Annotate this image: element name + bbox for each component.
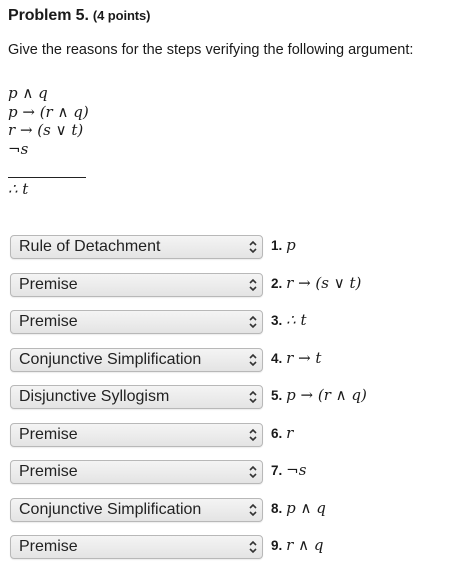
argument-divider <box>8 177 86 178</box>
reason-select-value: Premise <box>19 275 78 293</box>
reason-select-4[interactable] <box>10 348 263 372</box>
step-expression: p <box>286 236 296 254</box>
step-label-6 <box>271 424 293 442</box>
step-number: 4. <box>271 350 283 366</box>
reason-select-value: Rule of Detachment <box>19 238 161 255</box>
updown-chevron-icon <box>248 427 258 443</box>
reason-select-value: Premise <box>19 425 78 443</box>
step-number: 1. <box>271 238 283 253</box>
problem-number: Problem 5. <box>8 7 89 24</box>
step-number: 8. <box>271 500 283 516</box>
premise-1: p ∧ q <box>8 84 48 102</box>
step-label-8 <box>271 499 326 517</box>
step-number: 2. <box>271 275 283 291</box>
step-row-1 <box>8 235 468 261</box>
step-label-5 <box>271 386 367 404</box>
updown-chevron-icon <box>248 352 258 368</box>
updown-chevron-icon <box>248 239 258 255</box>
step-expression: r ∧ q <box>286 536 324 554</box>
step-row-2 <box>8 273 468 299</box>
step-label-7 <box>271 461 306 479</box>
premise-3: r → (s ∨ t) <box>8 121 84 139</box>
step-row-9 <box>8 535 468 561</box>
step-expression: ¬s <box>286 461 307 479</box>
premise-4: ¬s <box>8 139 29 158</box>
step-label-9 <box>271 536 323 554</box>
updown-chevron-icon <box>248 502 258 518</box>
reason-select-value: Premise <box>19 538 78 555</box>
updown-chevron-icon <box>248 464 258 480</box>
argument-premises <box>8 84 89 158</box>
reason-select-7[interactable] <box>10 460 263 484</box>
step-row-3 <box>8 310 468 336</box>
step-number: 7. <box>271 463 283 478</box>
step-row-5 <box>8 385 468 411</box>
step-number: 9. <box>271 538 283 553</box>
step-label-3 <box>271 311 307 329</box>
reason-select-9[interactable] <box>10 535 263 559</box>
step-expression: r → (s ∨ t) <box>286 273 362 292</box>
reason-select-value: Conjunctive Simplification <box>19 350 202 368</box>
step-label-2 <box>271 274 361 292</box>
reason-select-6[interactable] <box>10 423 263 447</box>
step-expression: r → t <box>286 348 322 367</box>
argument-conclusion: ∴ t <box>8 180 29 198</box>
problem-points: (4 points) <box>92 8 151 23</box>
reason-select-1[interactable] <box>10 235 263 259</box>
reason-select-value: Conjunctive Simplification <box>19 500 202 518</box>
premise-2: p → (r ∧ q) <box>8 102 89 121</box>
step-row-4 <box>8 348 468 374</box>
updown-chevron-icon <box>248 277 258 293</box>
step-row-7 <box>8 460 468 486</box>
instructions-text: Give the reasons for the steps verifying the following argument: <box>8 42 414 58</box>
step-expression: p ∧ q <box>286 498 326 517</box>
reason-select-8[interactable] <box>10 498 263 522</box>
updown-chevron-icon <box>248 539 258 555</box>
step-label-1 <box>271 236 296 254</box>
step-label-4 <box>271 349 321 367</box>
step-row-8 <box>8 498 468 524</box>
step-expression: ∴ t <box>286 311 307 329</box>
reason-select-value: Premise <box>19 463 78 480</box>
reason-select-5[interactable] <box>10 385 263 409</box>
updown-chevron-icon <box>248 314 258 330</box>
problem-title <box>8 7 150 25</box>
step-number: 5. <box>271 388 283 403</box>
step-row-6 <box>8 423 468 449</box>
reason-select-value: Disjunctive Syllogism <box>19 388 170 405</box>
step-number: 3. <box>271 313 283 328</box>
step-expression: p → (r ∧ q) <box>286 386 367 404</box>
step-expression: r <box>286 423 294 442</box>
step-number: 6. <box>271 425 283 441</box>
reason-select-value: Premise <box>19 313 78 330</box>
reason-select-2[interactable] <box>10 273 263 297</box>
updown-chevron-icon <box>248 389 258 405</box>
reason-select-3[interactable] <box>10 310 263 334</box>
